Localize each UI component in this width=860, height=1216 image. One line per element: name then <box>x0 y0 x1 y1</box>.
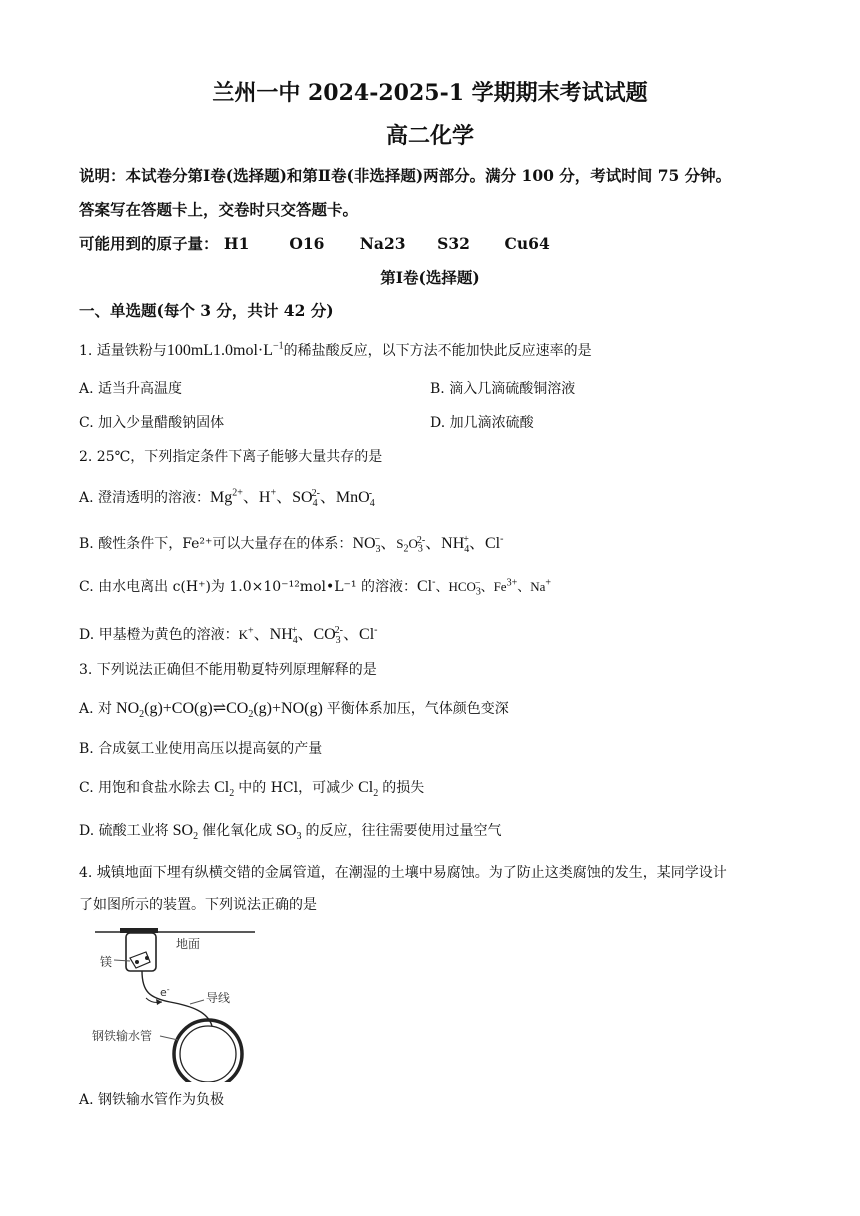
q2-option-c[interactable] <box>79 576 551 598</box>
pipe-inner <box>180 1026 236 1082</box>
q3-c-cl2-b: $Cl_2$ <box>354 779 379 800</box>
q1-text-pre: 1. 适量铁粉与 <box>79 343 167 359</box>
q3-option-d[interactable] <box>79 820 502 842</box>
q3-c-pre: C. 用饱和食盐水除去 <box>79 780 211 796</box>
corrosion-protection-diagram <box>90 922 270 1082</box>
pipe-label: 钢铁输水管 <box>92 1029 153 1043</box>
question-3-stem: 3. 下列说法正确但不能用勒夏特列原理解释的是 <box>79 662 377 678</box>
pipe-leader <box>160 1036 178 1040</box>
q3-d-mid: 催化氧化成 <box>202 823 273 839</box>
q2-option-b[interactable] <box>79 530 503 555</box>
q3-option-b[interactable]: B. 合成氨工业使用高压以提高氨的产量 <box>79 741 323 757</box>
q2-option-a[interactable] <box>79 484 375 510</box>
q1-text-post: 的稀盐酸反应，以下方法不能加快此反应速率的是 <box>283 343 592 359</box>
q2-b-ions: $NO_3^-$、$S_2O_3^{2-}$、$NH_4^+$、Cl- <box>352 533 504 556</box>
part1-heading: 第Ⅰ卷(选择题) <box>380 268 480 287</box>
section-heading: 一、单选题(每个 3 分，共计 42 分) <box>79 301 334 320</box>
atomic-mass-label: 可能用到的原子量： <box>79 234 219 253</box>
q1-option-d[interactable]: D. 加几滴浓硫酸 <box>430 415 534 431</box>
wire-leader <box>190 1000 204 1004</box>
q2-option-d[interactable] <box>79 621 377 646</box>
question-1-stem <box>79 340 592 360</box>
page-subtitle: 高二化学 <box>385 123 474 149</box>
q4-option-a[interactable]: A. 钢铁输水管作为负极 <box>79 1092 225 1108</box>
q1-concentration <box>167 342 284 359</box>
pipe-outer <box>174 1020 242 1082</box>
q3-c-mid: 中的 HCl，可减少 <box>238 780 355 796</box>
atom-o: O16 <box>289 234 325 253</box>
q2-a-ions: $Mg^{2+}$、H+、$SO_4^{2-}$、MnO$_4$- <box>210 487 375 510</box>
q3-c-post: 的损失 <box>382 780 425 796</box>
atom-cu: Cu64 <box>504 234 550 253</box>
page-title: 兰州一中 2024-2025-1 学期期末考试试题 <box>212 80 648 106</box>
atom-s: S32 <box>437 234 470 253</box>
wire-label: 导线 <box>206 991 231 1005</box>
instructions-line2: 答案写在答题卡上，交卷时只交答题卡。 <box>79 200 359 219</box>
q2-d-ions: K+、$NH_4^+$、$CO_3^{2-}$、Cl- <box>238 624 378 647</box>
atom-na: Na23 <box>359 234 406 253</box>
q3-d-so2: $SO_2$ <box>168 822 199 843</box>
q3-a-pre: A. 对 <box>79 701 113 717</box>
q1-option-a[interactable]: A. 适当升高温度 <box>79 381 183 397</box>
q3-option-a[interactable] <box>79 698 509 720</box>
q2-a-label: A. 澄清透明的溶液： <box>79 490 211 506</box>
q1-conc-exp: −1 <box>273 340 284 352</box>
q3-d-post: 的反应，往往需要使用过量空气 <box>305 823 502 839</box>
question-4-stem-line2: 了如图所示的装置。下列说法正确的是 <box>79 897 317 913</box>
mg-label: 镁 <box>100 955 113 969</box>
question-4-stem-line1: 4. 城镇地面下埋有纵横交错的金属管道，在潮湿的土壤中易腐蚀。为了防止这类腐蚀的发生，某同学设计 <box>79 865 727 881</box>
q3-option-c[interactable] <box>79 777 424 799</box>
q2-c-label: C. 由水电离出 c(H⁺)为 1.0×10⁻¹²mol•L⁻¹ 的溶液： <box>79 579 417 595</box>
q2-c-ions: Cl-、$HCO_3^-$、$Fe^{3+}$、Na+ <box>417 576 552 598</box>
atomic-mass-row <box>79 232 550 254</box>
instructions-line1: 说明：本试卷分第Ⅰ卷(选择题)和第Ⅱ卷(非选择题)两部分。满分 100 分，考试时间 75 分钟。 <box>79 166 732 185</box>
q3-c-cl2: $Cl_2$ <box>210 779 235 800</box>
q2-d-label: D. 甲基橙为黄色的溶液： <box>79 627 239 643</box>
mg-dot-1 <box>135 960 139 964</box>
q1-option-b[interactable]: B. 滴入几滴硫酸铜溶液 <box>430 381 576 397</box>
electron-label: e- <box>160 985 170 999</box>
q2-b-label: B. 酸性条件下，Fe²⁺可以大量存在的体系： <box>79 536 353 552</box>
q3-d-so3: $SO_3$ <box>272 822 302 843</box>
q1-option-c[interactable]: C. 加入少量醋酸钠固体 <box>79 415 225 431</box>
q3-a-post: 平衡体系加压，气体颜色变深 <box>326 701 509 717</box>
ground-label: 地面 <box>176 937 201 951</box>
q1-conc-value: 100mL1.0mol·L <box>166 342 274 359</box>
q3-d-pre: D. 硫酸工业将 <box>79 823 169 839</box>
mg-dot-2 <box>145 956 149 960</box>
question-2-stem: 2. 25℃，下列指定条件下离子能够大量共存的是 <box>79 449 383 465</box>
wire <box>142 971 212 1026</box>
q3-a-equation: $NO_2(g)+CO(g)\rightleftharpoons CO_2(g)+NO(g)$ <box>112 700 327 721</box>
atom-h: H1 <box>223 234 250 253</box>
